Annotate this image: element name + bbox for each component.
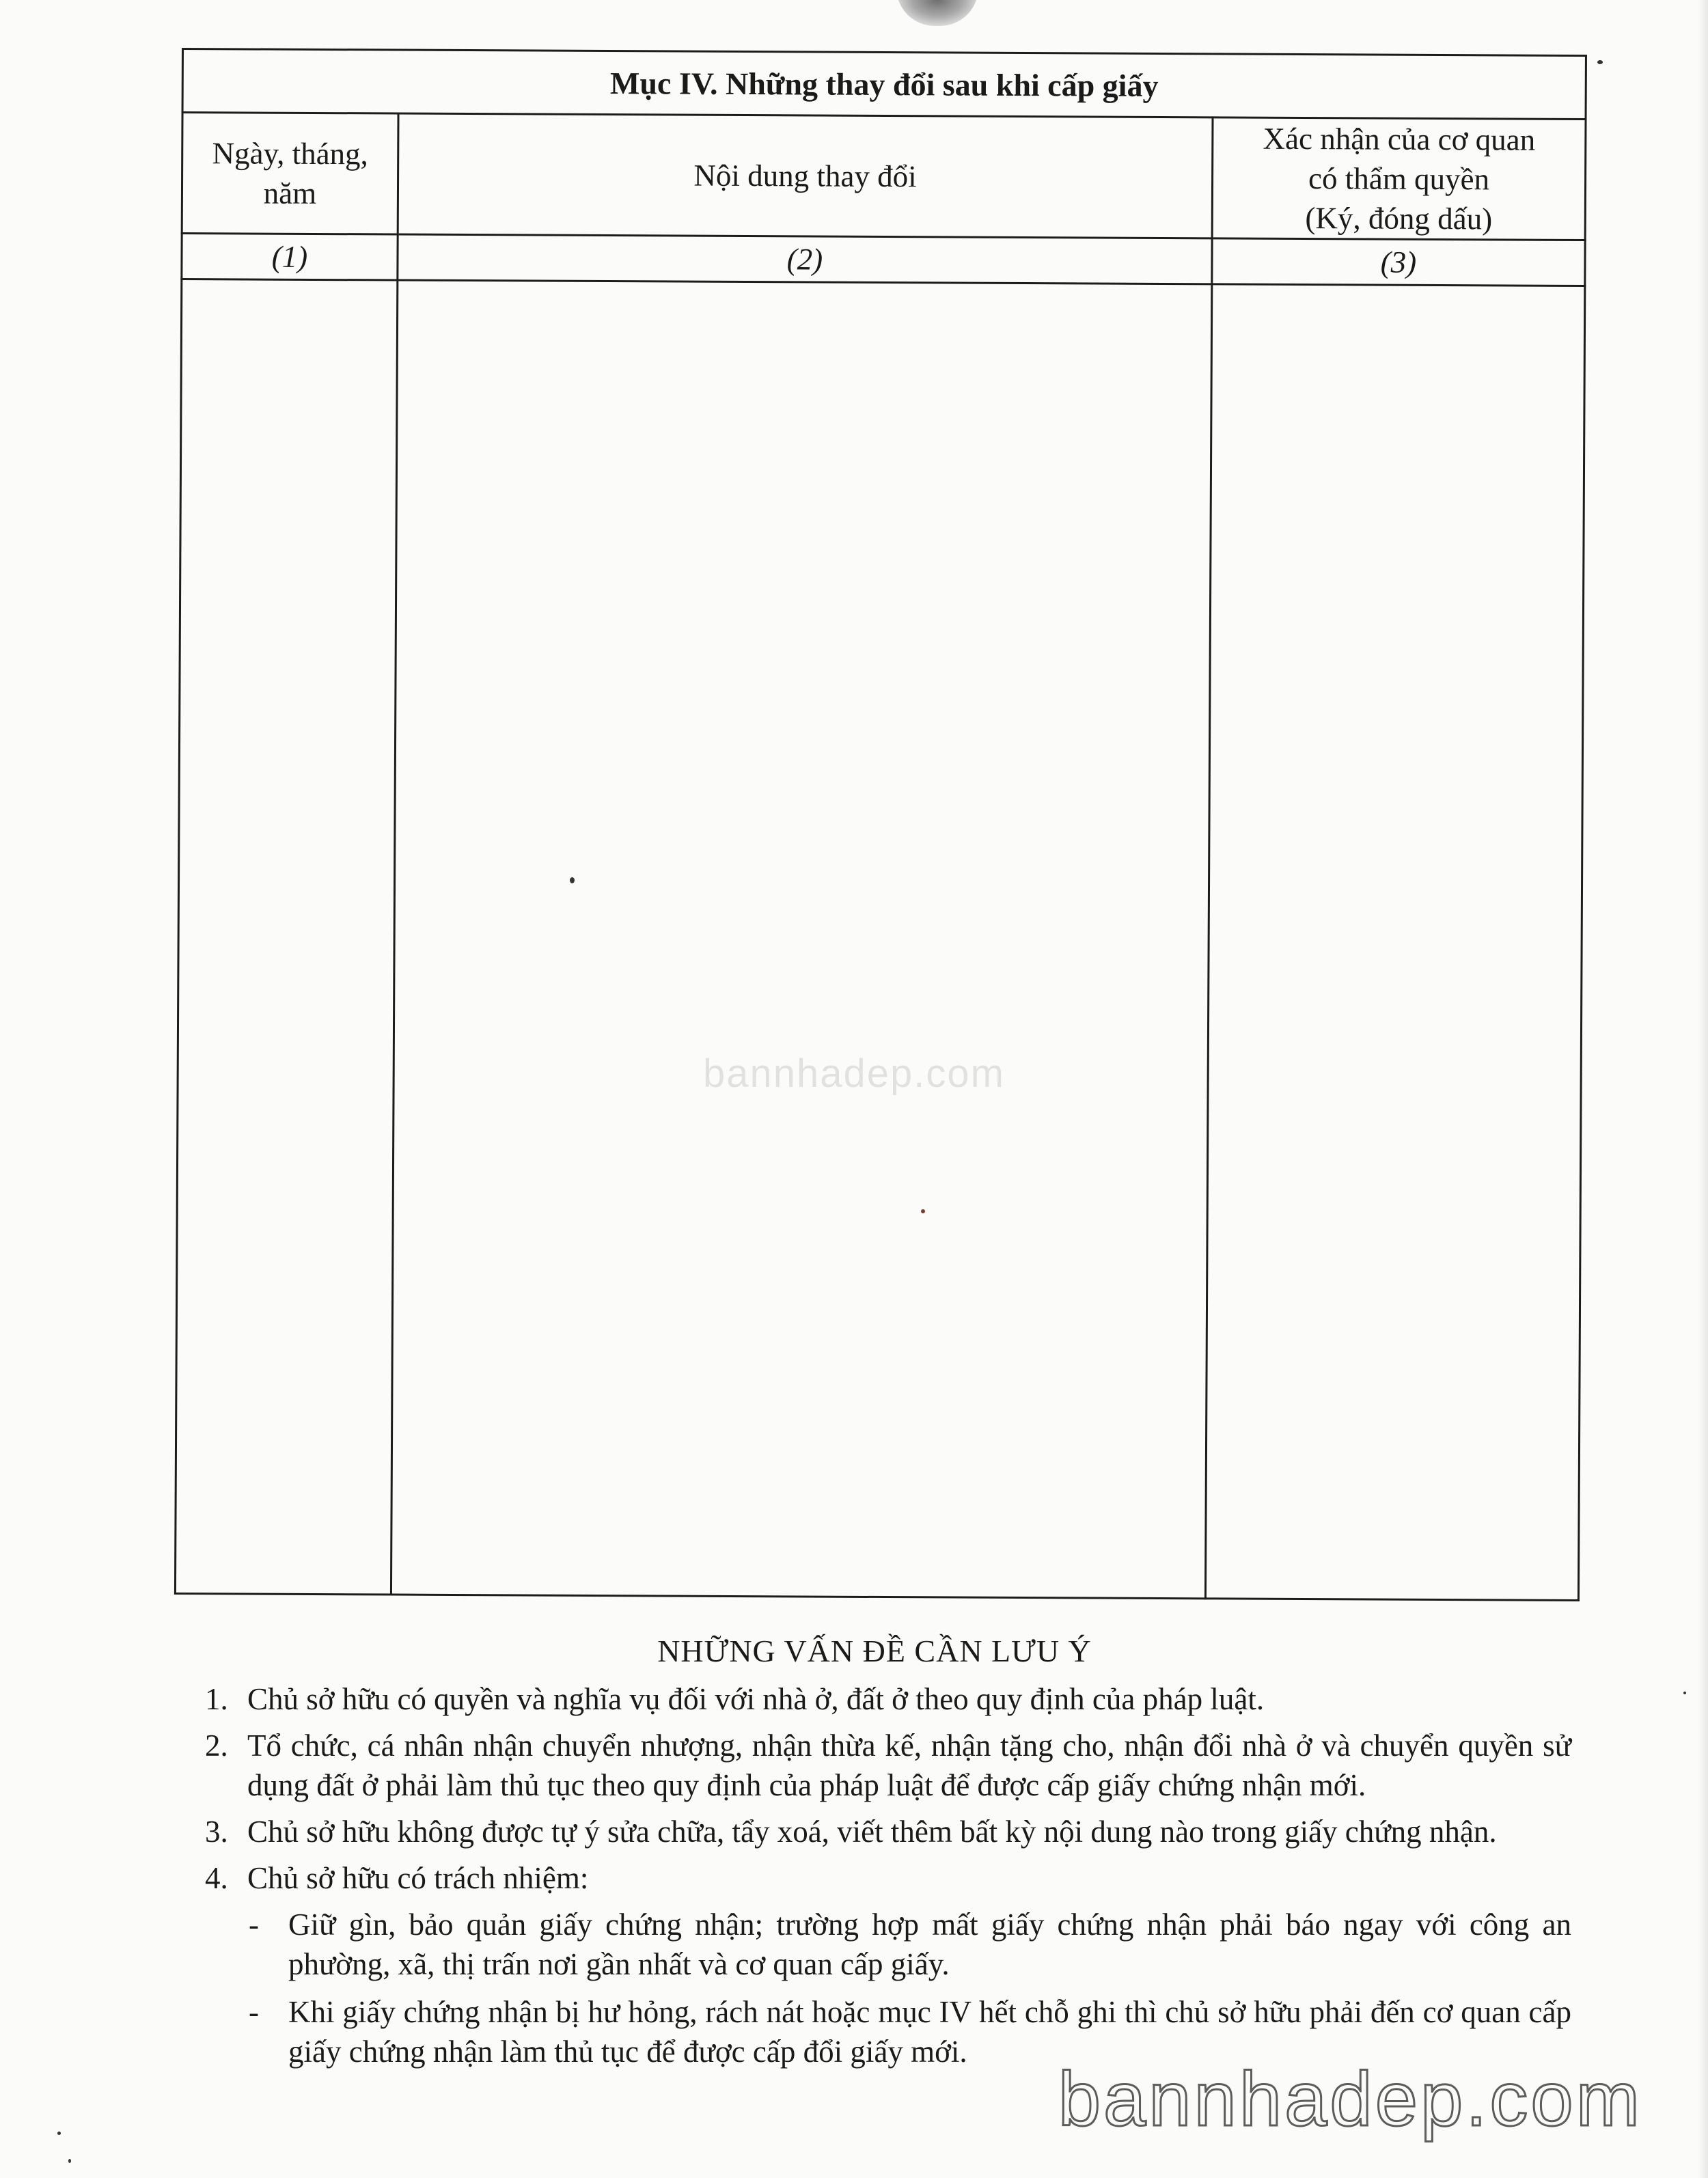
note-number: 4. xyxy=(205,1861,228,1895)
subitem-dash: - xyxy=(249,1907,259,1942)
column-header-date: Ngày, tháng, năm xyxy=(182,113,398,235)
note-item xyxy=(205,1726,1571,1805)
scan-speck xyxy=(68,2159,71,2163)
note-number: 3. xyxy=(205,1815,228,1849)
scan-speck xyxy=(57,2132,61,2135)
scan-speck xyxy=(1597,60,1603,64)
note-subitem xyxy=(249,1905,1571,1984)
subitem-dash: - xyxy=(249,1995,259,2029)
note-text: Tổ chức, cá nhân nhận chuyển nhượng, nhận thừa kế, nhận tặng cho, nhận đổi nhà ở và chuyển quyền sử dụng đất ở phải làm thủ tục theo quy định của pháp luật để được cấp giấy chứng nhận mới. xyxy=(247,1728,1571,1802)
scan-speck xyxy=(570,877,575,883)
content-cell xyxy=(391,280,1211,1599)
scan-speck xyxy=(1683,1692,1686,1694)
scan-speck xyxy=(921,1209,925,1213)
date-cell xyxy=(175,279,397,1595)
changes-table xyxy=(174,48,1587,1601)
watermark-center: bannhadep.com xyxy=(703,1051,1005,1096)
column-number-3: (3) xyxy=(1212,238,1585,286)
note-number: 1. xyxy=(205,1682,228,1716)
column-number-2: (2) xyxy=(398,234,1212,284)
hole-punch-mark xyxy=(896,0,978,26)
table-header-row xyxy=(182,113,1586,240)
column-number-1: (1) xyxy=(182,234,398,281)
column-header-content: Nội dung thay đổi xyxy=(398,113,1213,238)
note-item xyxy=(205,1858,1571,1898)
section-title: Mục IV. Những thay đổi sau khi cấp giấy xyxy=(182,49,1586,120)
confirmation-header-line: (Ký, đóng dấu) xyxy=(1305,201,1493,236)
note-text: Chủ sở hữu không được tự ý sửa chữa, tẩy xoá, viết thêm bất kỳ nội dung nào trong giấy chứng nhận. xyxy=(247,1815,1497,1849)
table-title-row xyxy=(182,49,1586,120)
note-number: 2. xyxy=(205,1728,228,1763)
note-text: Chủ sở hữu có trách nhiệm: xyxy=(247,1861,589,1895)
notes-heading: NHỮNG VẤN ĐỀ CẦN LƯU Ý xyxy=(657,1634,1092,1668)
confirmation-cell xyxy=(1205,284,1584,1601)
empty-entry-row xyxy=(175,279,1584,1601)
confirmation-header-line: có thẩm quyền xyxy=(1308,161,1490,197)
subitem-text: Giữ gìn, bảo quản giấy chứng nhận; trường hợp mất giấy chứng nhận phải báo ngay với công an phường, xã, thị trấn nơi gần nhất và cơ quan cấp giấy. xyxy=(288,1907,1571,1981)
subitem-text: Khi giấy chứng nhận bị hư hỏng, rách nát hoặc mục IV hết chỗ ghi thì chủ sở hữu phải đến cơ quan cấp giấy chứng nhận làm thủ tục để được cấp đổi giấy mới. xyxy=(288,1995,1571,2069)
watermark-bottom: bannhadep.com xyxy=(1058,2056,1642,2142)
notes-list xyxy=(205,1679,1571,2080)
column-number-row xyxy=(182,234,1585,286)
note-item xyxy=(205,1679,1571,1719)
note-item xyxy=(205,1812,1571,1851)
note-text: Chủ sở hữu có quyền và nghĩa vụ đối với nhà ở, đất ở theo quy định của pháp luật. xyxy=(247,1682,1265,1716)
column-header-confirmation xyxy=(1212,118,1586,240)
confirmation-header-line: Xác nhận của cơ quan xyxy=(1263,121,1536,157)
